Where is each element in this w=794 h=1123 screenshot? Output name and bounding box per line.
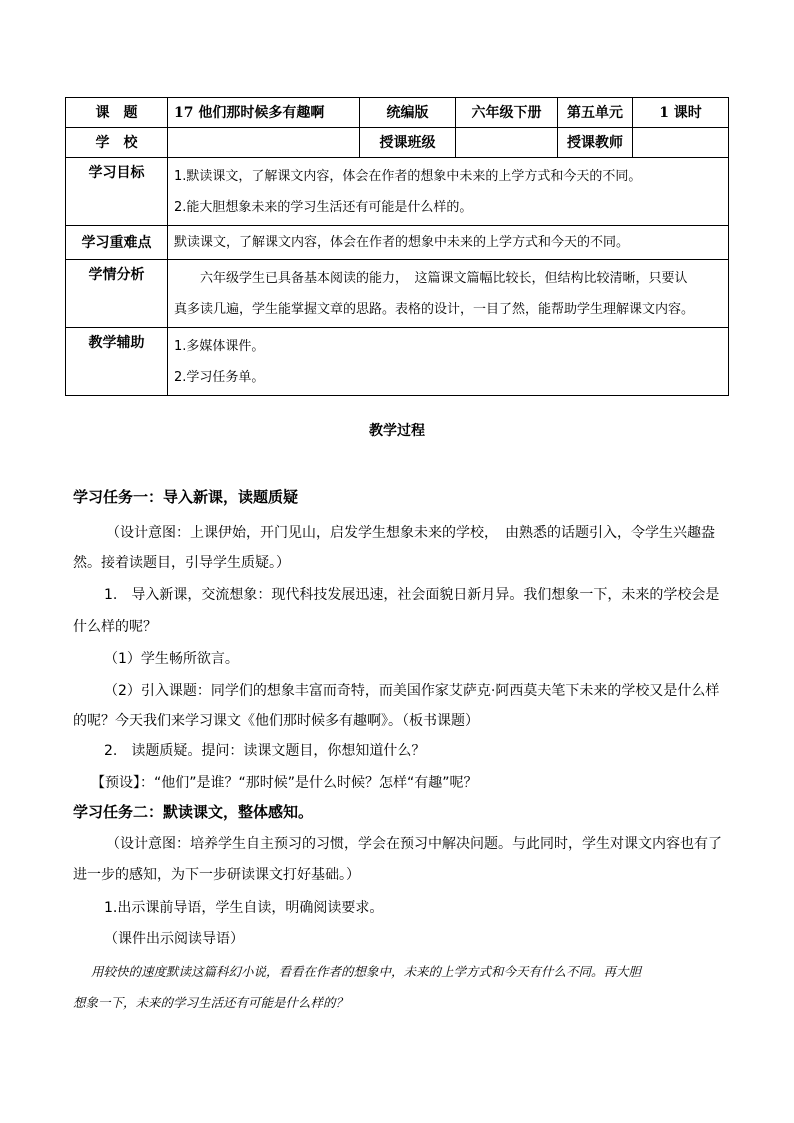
task2-heading: 学习任务二：默读课文，整体感知。 <box>73 803 314 821</box>
aids-content <box>168 328 729 396</box>
courseware-note: （课件出示阅读导语） <box>104 931 244 947</box>
analysis-line: 真多读几遍，学生能掌握文章的思路。表格的设计，一目了然，能帮助学生理解课文内容。 <box>174 301 695 317</box>
preset-line: 【预设】：“他们”是谁？“那时候”是什么时候？怎样“有趣”呢？ <box>91 775 478 791</box>
topic-label: 课 题 <box>66 98 168 128</box>
grade-cell: 六年级下册 <box>456 98 558 128</box>
goal-item: 1.默读课文，了解课文内容，体会在作者的想象中未来的上学方式和今天的不同。 <box>174 168 642 184</box>
edition-cell: 统编版 <box>360 98 456 128</box>
teacher-label: 授课教师 <box>558 128 633 158</box>
task1-intent-line: 然。接着读题目，引导学生质疑。） <box>73 555 290 571</box>
goals-label: 学习目标 <box>66 158 168 226</box>
process-title: 教学过程 <box>369 423 425 439</box>
task2-intent-line: 进一步的感知，为下一步研读课文打好基础。） <box>73 867 360 883</box>
task1-intent-line: （设计意图：上课伊始，开门见山，启发学生想象未来的学校， 由熟悉的话题引入，令学生兴趣盎 <box>106 525 715 541</box>
reading-guide-line: 用较快的速度默读这篇科幻小说，看看在作者的想象中，未来的上学方式和今天有什么不同。再大胆 <box>91 964 642 979</box>
analysis-content <box>168 260 729 328</box>
table-row-key <box>66 226 729 260</box>
key-content: 默读课文，了解课文内容，体会在作者的想象中未来的上学方式和今天的不同。 <box>168 226 729 260</box>
class-value <box>456 128 558 158</box>
goal-item: 2.能大胆想象未来的学习生活还有可能是什么样的。 <box>174 199 473 215</box>
analysis-label: 学情分析 <box>66 260 168 328</box>
teacher-value <box>633 128 729 158</box>
table-row-topic <box>66 98 729 128</box>
task1-heading: 学习任务一：导入新课，读题质疑 <box>73 488 299 506</box>
step1-sub1: （1）学生畅所欲言。 <box>104 651 239 667</box>
aid-item: 2.学习任务单。 <box>174 369 265 385</box>
table-row-aids <box>66 328 729 396</box>
table-row-analysis <box>66 260 729 328</box>
table-row-goals <box>66 158 729 226</box>
aid-item: 1.多媒体课件。 <box>174 338 265 354</box>
task2-intent-line: （设计意图：培养学生自主预习的习惯，学会在预习中解决问题。与此同时，学生对课文内容也有了 <box>106 836 722 852</box>
lesson-info-table <box>65 97 729 396</box>
school-label: 学 校 <box>66 128 168 158</box>
school-value <box>168 128 360 158</box>
goals-content <box>168 158 729 226</box>
aids-label: 教学辅助 <box>66 328 168 396</box>
reading-guide-line: 想象一下，未来的学习生活还有可能是什么样的？ <box>73 995 349 1010</box>
lesson-title: 17 他们那时候多有趣啊 <box>168 98 360 128</box>
step1-sub2-line: （2）引入课题：同学们的想象丰富而奇特，而美国作家艾萨克·阿西莫夫笔下未来的学校又是什么样 <box>104 683 720 699</box>
analysis-line: 六年级学生已具备基本阅读的能力， 这篇课文篇幅比较长，但结构比较清晰，只要认 <box>200 270 688 286</box>
hours-cell: 1 课时 <box>633 98 729 128</box>
unit-cell: 第五单元 <box>558 98 633 128</box>
step1-sub2-line: 的呢？今天我们来学习课文《他们那时候多有趣啊》。（板书课题） <box>73 713 479 729</box>
step1-line: 什么样的呢？ <box>73 619 157 635</box>
task2-step1: 1.出示课前导语，学生自读，明确阅读要求。 <box>104 900 384 916</box>
class-label: 授课班级 <box>360 128 456 158</box>
table-row-school <box>66 128 729 158</box>
step1-line: 1. 导入新课，交流想象：现代科技发展迅速，社会面貌日新月异。我们想象一下，未来的学校会是 <box>104 587 720 603</box>
key-label: 学习重难点 <box>66 226 168 260</box>
step2-line: 2. 读题质疑。提问：读课文题目，你想知道什么？ <box>104 743 426 759</box>
